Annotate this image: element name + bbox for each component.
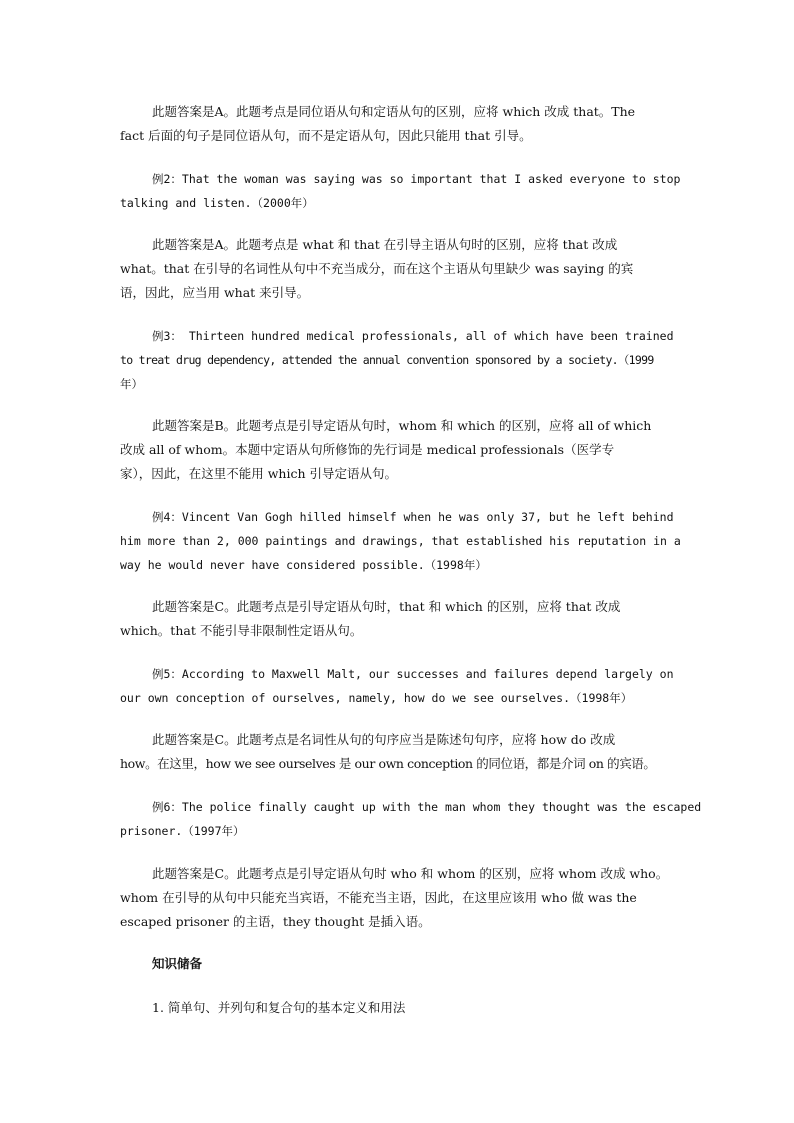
text-line: 改成 all of whom。本题中定语从句所修饰的先行词是 medical professionals（医学专 (120, 442, 615, 457)
text-line: fact 后面的句子是同位语从句，而不是定语从句，因此只能用 that 引导。 (120, 128, 532, 143)
text-line: way he would never have considered possible.（1998年） (120, 558, 487, 572)
example-paragraph-4 (120, 505, 718, 577)
answer-paragraph-3 (120, 414, 718, 486)
answer-paragraph-1 (120, 100, 718, 148)
text-line: 家），因此，在这里不能用 which 引导定语从句。 (120, 466, 397, 481)
example-paragraph-2 (120, 167, 718, 215)
text-line: 此题答案是C。此题考点是引导定语从句时，that 和 which 的区别，应将 that 改成 (152, 599, 621, 614)
answer-paragraph-6 (120, 862, 718, 934)
text-line: talking and listen.（2000年） (120, 196, 314, 210)
text-line: 此题答案是C。此题考点是名词性从句的句序应当是陈述句句序，应将 how do 改成 (152, 732, 616, 747)
text-line: whom 在引导的从句中只能充当宾语，不能充当主语，因此，在这里应该用 who 做 was the (120, 890, 637, 905)
text-line: 例2：That the woman was saying was so important that I asked everyone to stop (152, 172, 681, 186)
text-line: which。that 不能引导非限制性定语从句。 (120, 623, 363, 638)
answer-paragraph-4 (120, 595, 718, 643)
text-line: escaped prisoner 的主语，they thought 是插入语。 (120, 914, 431, 929)
example-paragraph-5 (120, 662, 718, 710)
text-line: him more than 2, 000 paintings and drawings, that established his reputation in a (120, 534, 681, 548)
answer-paragraph-2 (120, 233, 718, 305)
text-line: 例3： Thirteen hundred medical professionals, all of which have been trained (152, 329, 674, 343)
text-line: 此题答案是A。此题考点是 what 和 that 在引导主语从句时的区别，应将 that 改成 (152, 237, 618, 252)
section-heading (120, 952, 718, 976)
text-line: what。that 在引导的名词性从句中不充当成分，而在这个主语从句里缺少 was saying 的宾 (120, 261, 634, 276)
text-line: 例5：According to Maxwell Malt, our successes and failures depend largely on (152, 667, 674, 681)
text-line: to treat drug dependency, attended the annual convention sponsored by a society.（1999 (120, 353, 654, 367)
example-paragraph-6 (120, 795, 718, 843)
list-item-text: 1. 简单句、并列句和复合句的基本定义和用法 (152, 1000, 406, 1015)
text-line: 此题答案是C。此题考点是引导定语从句时 who 和 whom 的区别，应将 whom 改成 who。 (152, 866, 669, 881)
example-paragraph-3 (120, 324, 718, 396)
text-line: how。在这里，how we see ourselves 是 our own conception 的同位语，都是介词 on 的宾语。 (120, 756, 656, 771)
heading-text: 知识储备 (152, 956, 203, 971)
answer-paragraph-5 (120, 728, 718, 776)
text-line: our own conception of ourselves, namely, how do we see ourselves.（1998年） (120, 691, 633, 705)
text-line: 此题答案是B。此题考点是引导定语从句时，whom 和 which 的区别，应将 all of which (152, 418, 652, 433)
text-line: 此题答案是A。此题考点是同位语从句和定语从句的区别，应将 which 改成 that。The (152, 104, 636, 119)
list-item-1 (120, 996, 718, 1020)
text-line: prisoner.（1997年） (120, 824, 245, 838)
text-line: 例6：The police finally caught up with the man whom they thought was the escaped (152, 800, 702, 814)
text-line: 年） (120, 377, 143, 391)
text-line: 语，因此，应当用 what 来引导。 (120, 285, 310, 300)
text-line: 例4：Vincent Van Gogh hilled himself when he was only 37, but he left behind (152, 510, 674, 524)
